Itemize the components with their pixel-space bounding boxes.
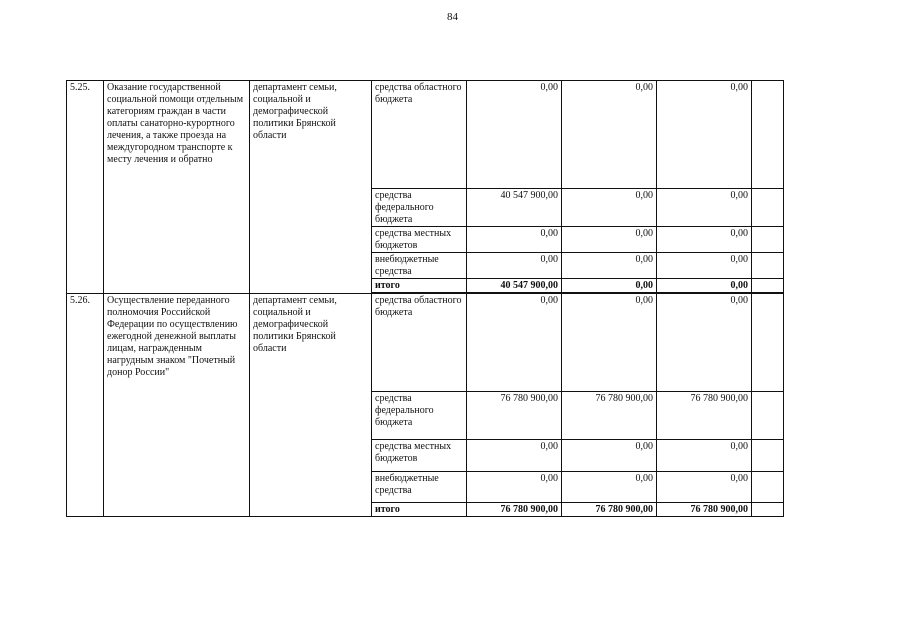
executor: департамент семьи, социальной и демографической политики Брянской области [250, 81, 372, 294]
extra-cell [752, 227, 784, 253]
amount-cell: 0,00 [467, 227, 562, 253]
extra-cell [752, 279, 784, 294]
amount-cell: 0,00 [562, 471, 657, 502]
extra-cell [752, 81, 784, 189]
total-amount: 40 547 900,00 [467, 279, 562, 294]
amount-cell: 0,00 [562, 439, 657, 471]
extra-cell [752, 253, 784, 279]
funding-source: средства федерального бюджета [372, 189, 467, 227]
item-number: 5.25. [67, 81, 104, 294]
amount-cell: 0,00 [657, 471, 752, 502]
event-name: Осуществление переданного полномочия Российской Федерации по осуществлению ежегодной денежной выплаты лицам, награжденным нагрудным знаком "Почетный донор России" [104, 293, 250, 516]
amount-cell: 0,00 [657, 189, 752, 227]
total-amount: 0,00 [657, 279, 752, 294]
funding-source: внебюджетные средства [372, 471, 467, 502]
page-number: 84 [447, 11, 458, 23]
amount-cell: 0,00 [467, 81, 562, 189]
funding-source: внебюджетные средства [372, 253, 467, 279]
amount-cell: 0,00 [562, 253, 657, 279]
amount-cell: 0,00 [467, 293, 562, 391]
funding-source: средства областного бюджета [372, 293, 467, 391]
amount-cell: 0,00 [467, 439, 562, 471]
amount-cell: 0,00 [467, 471, 562, 502]
executor: департамент семьи, социальной и демографической политики Брянской области [250, 293, 372, 516]
amount-cell: 0,00 [562, 227, 657, 253]
amount-cell: 0,00 [562, 293, 657, 391]
extra-cell [752, 391, 784, 439]
total-amount: 76 780 900,00 [562, 502, 657, 516]
table-row [67, 81, 784, 189]
extra-cell [752, 439, 784, 471]
funding-source: средства федерального бюджета [372, 391, 467, 439]
total-amount: 76 780 900,00 [657, 502, 752, 516]
amount-cell: 0,00 [562, 81, 657, 189]
amount-cell: 0,00 [467, 253, 562, 279]
amount-cell: 76 780 900,00 [562, 391, 657, 439]
funding-source: средства местных бюджетов [372, 439, 467, 471]
extra-cell [752, 189, 784, 227]
total-label: итого [372, 279, 467, 294]
amount-cell: 76 780 900,00 [657, 391, 752, 439]
funding-source: средства местных бюджетов [372, 227, 467, 253]
total-amount: 0,00 [562, 279, 657, 294]
extra-cell [752, 502, 784, 516]
table-row [67, 293, 784, 391]
amount-cell: 0,00 [657, 227, 752, 253]
amount-cell: 76 780 900,00 [467, 391, 562, 439]
amount-cell: 40 547 900,00 [467, 189, 562, 227]
funding-source: средства областного бюджета [372, 81, 467, 189]
budget-table [66, 80, 784, 517]
amount-cell: 0,00 [657, 81, 752, 189]
extra-cell [752, 471, 784, 502]
amount-cell: 0,00 [562, 189, 657, 227]
event-name: Оказание государственной социальной помощи отдельным категориям граждан в части оплаты санаторно-курортного лечения, а также проезда на междугородном транспорте к месту лечения и обратно [104, 81, 250, 294]
amount-cell: 0,00 [657, 293, 752, 391]
extra-cell [752, 293, 784, 391]
amount-cell: 0,00 [657, 439, 752, 471]
total-amount: 76 780 900,00 [467, 502, 562, 516]
total-label: итого [372, 502, 467, 516]
item-number: 5.26. [67, 293, 104, 516]
amount-cell: 0,00 [657, 253, 752, 279]
